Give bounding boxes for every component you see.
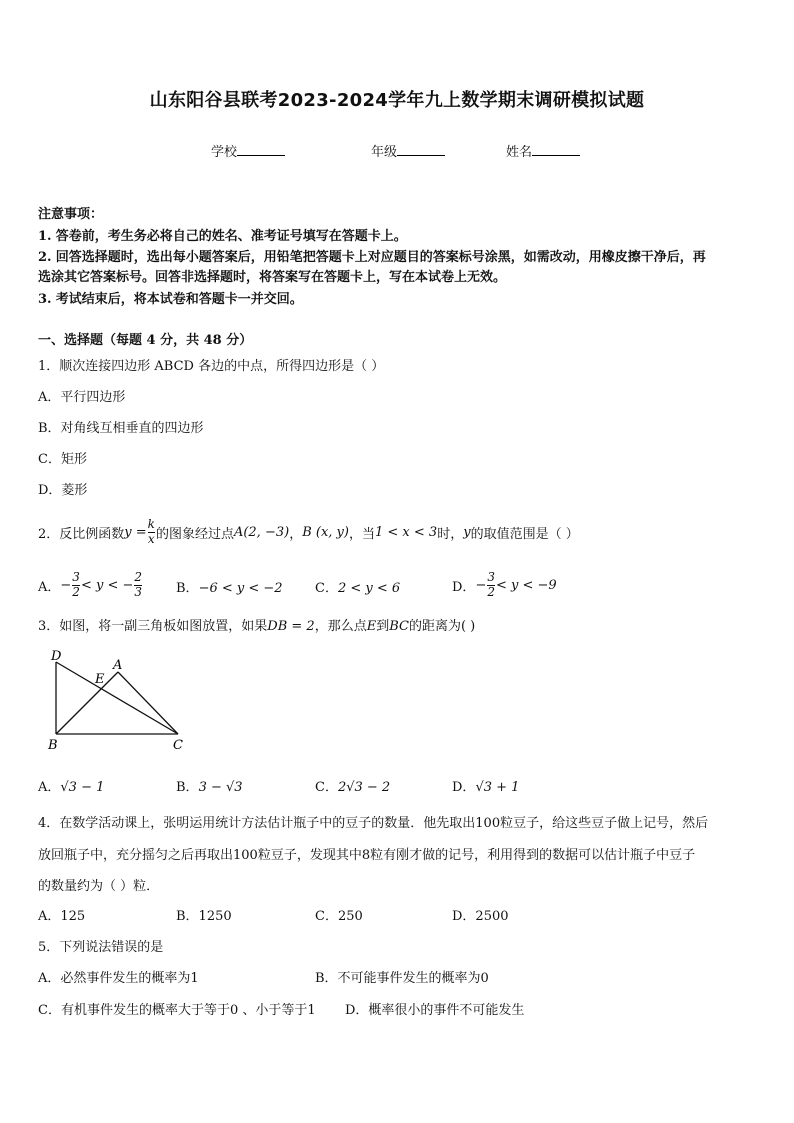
notice-item-3-num: 3. [38, 292, 52, 307]
q3-segment-ba [56, 672, 118, 734]
notice-item-2-num: 2. [38, 250, 52, 265]
q3-bc: BC [389, 619, 409, 634]
notice-item-3 [38, 288, 303, 307]
q2-option-a-frac-1 [72, 571, 80, 598]
q3-label-d: D [51, 649, 62, 664]
q2-option-a-den-1: 2 [72, 584, 80, 599]
q1-option-d[interactable]: D．菱形 [38, 483, 88, 498]
school-field[interactable] [211, 141, 285, 160]
notice-heading: 注意事项： [38, 207, 104, 222]
grade-blank[interactable] [397, 142, 445, 156]
q2-option-c-text: 2 < y < 6 [337, 581, 401, 596]
q3-label-c: C [173, 738, 183, 753]
q2-y: y [463, 524, 471, 540]
q3-option-b[interactable] [176, 776, 243, 795]
q4-option-d[interactable]: D．2500 [452, 909, 509, 924]
q2-k: k [147, 517, 155, 532]
q2-option-a-middle: < y < − [80, 577, 134, 593]
q2-option-d-num: 3 [487, 570, 495, 585]
section-heading: 一、选择题（每题 4 分，共 48 分） [38, 333, 253, 348]
grade-field[interactable] [371, 141, 445, 160]
q2-option-a-minus: − [60, 577, 72, 593]
q2-option-a-num-2: 2 [134, 570, 142, 585]
q3-option-a[interactable] [38, 776, 104, 795]
q4-stem-line-2: 放回瓶子中，充分摇匀之后再取出100粒豆子，发现其中8粒有刚才做的记号，利用得到的数据可以估计瓶子中豆子 [38, 848, 696, 863]
q3-option-c-text: 2√3 − 2 [337, 780, 391, 795]
q2-fraction-k-over-x [148, 518, 155, 545]
q2-text-1: 2．反比例函数 [38, 526, 125, 542]
q4-option-b[interactable]: B．1250 [176, 909, 232, 924]
notice-item-1 [38, 225, 407, 244]
name-blank[interactable] [532, 142, 580, 156]
q2-option-d[interactable] [452, 566, 557, 604]
school-label: 学校 [211, 145, 238, 160]
name-field[interactable] [506, 141, 580, 160]
q4-option-c[interactable]: C．250 [315, 909, 363, 924]
q5-option-b[interactable]: B．不可能事件发生的概率为0 [315, 971, 489, 986]
q5-option-a[interactable]: A．必然事件发生的概率为1 [38, 971, 199, 986]
q2-text-2: 的图象经过点 [155, 526, 234, 542]
q4-stem-line-3: 的数量约为（ ）粒． [38, 879, 160, 894]
q3-figure [38, 645, 198, 757]
q2-text-5: 时， [437, 526, 464, 542]
q2-option-d-frac [487, 571, 495, 598]
q3-segment-ac [118, 672, 178, 734]
q3-option-b-label: B． [176, 780, 199, 795]
q2-stem [38, 512, 579, 552]
q4-option-a[interactable]: A．125 [38, 909, 86, 924]
q1-option-a[interactable]: A．平行四边形 [38, 390, 126, 405]
q2-point-a: A(2, −3) [233, 524, 290, 540]
q3-option-d[interactable] [452, 776, 519, 795]
q2-text-4: ，当 [348, 526, 375, 542]
q2-option-d-rest: < y < −9 [495, 577, 557, 593]
q3-label-e: E [95, 672, 105, 687]
q3-text-2: ，那么点 [314, 619, 367, 634]
q3-option-c-label: C． [315, 780, 338, 795]
q3-text-1: 3．如图，将一副三角板如图放置，如果 [38, 619, 268, 634]
q2-option-c-label: C． [315, 581, 338, 596]
q2-option-b-text: −6 < y < −2 [198, 581, 283, 596]
q2-option-a-den-2: 3 [134, 584, 142, 599]
q3-option-a-text: √3 − 1 [60, 780, 105, 795]
q3-e: E [366, 619, 377, 634]
notice-item-2-text-a: 回答选择题时，选出每小题答案后，用铅笔把答题卡上对应题目的答案标号涂黑，如需改动，用橡皮擦干净后，再 [55, 250, 706, 265]
q3-db: DB = 2 [267, 619, 315, 634]
page-title: 山东阳谷县联考2023-2024学年九上数学期末调研模拟试题 [149, 90, 645, 111]
q3-stem [38, 615, 475, 634]
q3-option-d-label: D． [452, 780, 476, 795]
q3-option-d-text: √3 + 1 [475, 780, 520, 795]
q5-stem: 5．下列说法错误的是 [38, 940, 164, 955]
q3-text-4: 的距离为( ) [408, 619, 476, 634]
notice-item-1-text: 答卷前，考生务必将自己的姓名、准考证号填写在答题卡上。 [55, 229, 407, 244]
q2-option-c[interactable] [315, 577, 400, 596]
q2-option-d-minus: − [475, 577, 487, 593]
grade-label: 年级 [371, 145, 398, 160]
q3-option-a-label: A． [38, 780, 61, 795]
q5-option-c[interactable]: C．有机事件发生的概率大于等于0 、小于等于1 [38, 1003, 316, 1018]
q5-option-d[interactable]: D．概率很小的事件不可能发生 [345, 1003, 525, 1018]
q2-x: x [147, 531, 155, 546]
notice-item-1-num: 1. [38, 229, 52, 244]
q4-stem-line-1: 4．在数学活动课上，张明运用统计方法估计瓶子中的豆子的数量．他先取出100粒豆子，给这些豆子做上记号，然后 [38, 816, 709, 831]
q2-point-b: B (x, y) [302, 524, 349, 540]
notice-item-2 [38, 246, 706, 265]
q3-label-b: B [48, 738, 58, 753]
q2-text-6: 的取值范围是（ ） [470, 526, 579, 542]
q1-option-c[interactable]: C．矩形 [38, 452, 87, 467]
notice-item-3-text: 考试结束后，将本试卷和答题卡一并交回。 [55, 292, 303, 307]
q2-option-a[interactable] [38, 566, 143, 604]
q1-option-b[interactable]: B．对角线互相垂直的四边形 [38, 421, 204, 436]
notice-item-2-text-b: 选涂其它答案标号。回答非选择题时，将答案写在答题卡上，写在本试卷上无效。 [38, 270, 507, 285]
q2-option-a-frac-2 [134, 571, 142, 598]
q2-option-a-label: A． [38, 579, 61, 595]
q2-option-d-label: D． [452, 579, 476, 595]
q3-option-b-text: 3 − √3 [198, 780, 243, 795]
q3-option-c[interactable] [315, 776, 390, 795]
q2-condition: 1 < x < 3 [375, 524, 438, 540]
q3-text-3: 到 [376, 619, 390, 634]
q1-stem: 1．顺次连接四边形 ABCD 各边的中点，所得四边形是（ ） [38, 359, 385, 374]
q2-option-b[interactable] [176, 577, 283, 596]
q2-option-a-num-1: 3 [72, 570, 80, 585]
q2-option-d-den: 2 [487, 584, 495, 599]
q3-label-a: A [113, 658, 123, 673]
school-blank[interactable] [237, 142, 285, 156]
q2-option-b-label: B． [176, 581, 199, 596]
name-label: 姓名 [506, 145, 533, 160]
q2-y-equals: y = [124, 524, 147, 540]
q2-text-3: ， [289, 526, 303, 542]
